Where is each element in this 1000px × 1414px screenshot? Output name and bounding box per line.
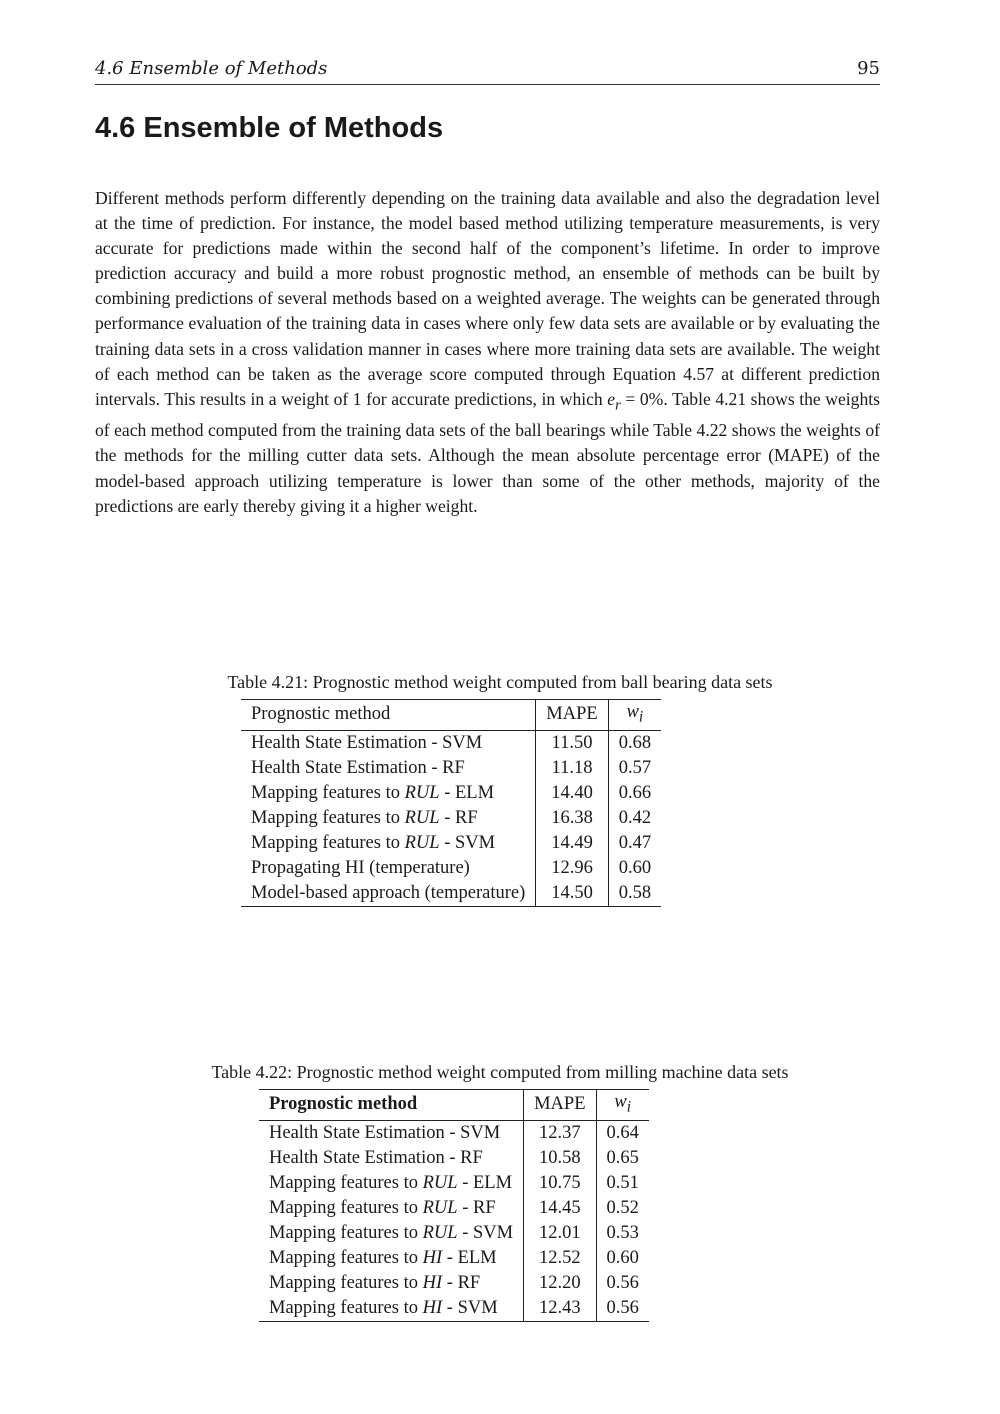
- cell-mape: 11.18: [536, 756, 608, 781]
- cell-weight: 0.60: [618, 857, 652, 878]
- cell-mape: 16.38: [536, 806, 608, 831]
- cell-method: [241, 756, 536, 781]
- method-pre: Mapping features to: [269, 1272, 423, 1293]
- cell-weight: 0.56: [596, 1296, 649, 1322]
- method-var: RUL: [404, 807, 440, 828]
- method-pre: Mapping features to: [251, 807, 405, 828]
- cell-weight: 0.52: [606, 1197, 639, 1218]
- running-header: [95, 58, 880, 85]
- cell-method: [241, 806, 536, 831]
- table-row: [241, 781, 661, 806]
- method-pre: Mapping features to: [269, 1297, 423, 1318]
- cell-mape: 12.37: [524, 1120, 596, 1146]
- cell-weight: 0.47: [618, 832, 652, 853]
- cell-method: [259, 1171, 524, 1196]
- math-expression: = 0%: [620, 388, 664, 409]
- method-pre: Mapping features to: [269, 1197, 423, 1218]
- table-4-22-caption: Table 4.22: Prognostic method weight computed from milling machine data sets: [211, 1062, 789, 1082]
- method-pre: Health State Estimation - SVM: [251, 732, 483, 753]
- method-var: HI: [422, 1297, 443, 1318]
- method-var: RUL: [422, 1222, 458, 1243]
- method-post: - ELM: [439, 782, 495, 803]
- section-title: 4.6 Ensemble of Methods: [95, 112, 444, 144]
- table-row: [241, 756, 661, 781]
- cell-method: [241, 856, 536, 881]
- table-row: [259, 1171, 649, 1196]
- cell-method: [259, 1296, 524, 1322]
- cell-method: [241, 730, 536, 756]
- table-row: [259, 1296, 649, 1322]
- method-var: RUL: [404, 782, 440, 803]
- method-pre: Mapping features to: [269, 1172, 423, 1193]
- cell-method: [241, 831, 536, 856]
- cell-method: [259, 1246, 524, 1271]
- method-var: RUL: [404, 832, 440, 853]
- cell-weight: 0.56: [606, 1272, 639, 1293]
- cell-method: [259, 1196, 524, 1221]
- table-row: [259, 1120, 649, 1146]
- method-pre: Model-based approach (temperature): [251, 882, 526, 903]
- cell-weight: 0.58: [608, 881, 661, 907]
- method-post: - SVM: [457, 1222, 514, 1243]
- cell-weight: 0.65: [606, 1147, 639, 1168]
- cell-method: [259, 1120, 524, 1146]
- method-var: HI: [422, 1247, 443, 1268]
- cell-weight: 0.60: [606, 1247, 639, 1268]
- table-row: [259, 1146, 649, 1171]
- table-4-21: [241, 699, 661, 907]
- method-post: - SVM: [442, 1297, 498, 1318]
- cell-weight: 0.66: [618, 782, 652, 803]
- method-var: RUL: [422, 1197, 458, 1218]
- method-post: - ELM: [457, 1172, 513, 1193]
- body-paragraph: [95, 186, 880, 519]
- header-weight-subscript: i: [626, 1098, 631, 1116]
- header-weight-symbol: w: [614, 1092, 627, 1112]
- header-mape: MAPE: [524, 1090, 596, 1121]
- cell-weight: 0.64: [606, 1122, 639, 1143]
- table-row: [241, 806, 661, 831]
- cell-mape: 14.50: [536, 881, 608, 907]
- cell-mape: 10.75: [524, 1171, 596, 1196]
- header-weight-subscript: i: [638, 708, 644, 726]
- table-header-row: [259, 1090, 649, 1121]
- table-row: [259, 1246, 649, 1271]
- method-pre: Mapping features to: [251, 832, 405, 853]
- header-weight-symbol: w: [626, 702, 639, 722]
- cell-mape: 10.58: [524, 1146, 596, 1171]
- header-mape: MAPE: [536, 700, 608, 731]
- cell-mape: 14.45: [524, 1196, 596, 1221]
- cell-method: [259, 1146, 524, 1171]
- method-post: - RF: [457, 1197, 496, 1218]
- method-pre: Health State Estimation - RF: [269, 1147, 483, 1168]
- cell-mape: 12.52: [524, 1246, 596, 1271]
- cell-weight: 0.68: [618, 732, 652, 753]
- table-row: [259, 1196, 649, 1221]
- cell-mape: 14.40: [536, 781, 608, 806]
- cell-mape: 12.96: [536, 856, 608, 881]
- cell-method: [241, 781, 536, 806]
- page-number: 95: [857, 58, 880, 79]
- paragraph-text-after: . Table 4.21 shows the weights of each method computed from the training data sets of the ball bearings while Table 4.22 shows the weights of the methods for the milling cutter data sets. Although the mean absolute percentage error (MAPE) of the model-based approach utilizing temperature is lower than some of the other methods, majority of the predictions are early thereby giving it a higher weight.: [95, 388, 881, 516]
- table-row: [241, 831, 661, 856]
- cell-weight: 0.53: [606, 1222, 639, 1243]
- header-weight: [596, 1090, 649, 1121]
- table-row: [241, 730, 661, 756]
- paragraph-text-before: Different methods perform differently depending on the training data available and also the degradation level at the time of prediction. For instance, the model based method utilizing temperature measurements, is very accurate for predictions made within the second half of the component’s lifetime. In order to improve prediction accuracy and build a more robust prognostic method, an ensemble of methods can be built by combining predictions of several methods based on a weighted average. The weights can be generated through performance evaluation of the training data in cases where only few data sets are available or by evaluating the training data sets in a cross validation manner in cases where more training data sets are available. The weight of each method can be taken as the average score computed through Equation 4.57 at different prediction intervals. This results in a weight of 1 for accurate predictions, in which: [95, 188, 880, 409]
- method-post: - SVM: [439, 832, 496, 853]
- cell-mape: 12.43: [524, 1296, 596, 1322]
- method-pre: Mapping features to: [251, 782, 405, 803]
- table-header-row: [241, 700, 661, 731]
- table-4-22: [259, 1089, 649, 1322]
- method-var: RUL: [422, 1172, 458, 1193]
- cell-mape: 11.50: [536, 730, 608, 756]
- cell-mape: 12.20: [524, 1271, 596, 1296]
- method-post: - RF: [439, 807, 478, 828]
- table-row: [259, 1221, 649, 1246]
- method-var: HI: [422, 1272, 443, 1293]
- cell-mape: 12.01: [524, 1221, 596, 1246]
- math-variable: e: [607, 388, 616, 409]
- table-row: [241, 856, 661, 881]
- method-pre: Propagating HI (temperature): [251, 857, 470, 878]
- method-pre: Health State Estimation - RF: [251, 757, 465, 778]
- cell-weight: 0.51: [606, 1172, 639, 1193]
- header-method: Prognostic method: [259, 1090, 524, 1121]
- cell-method: [259, 1271, 524, 1296]
- cell-method: [259, 1221, 524, 1246]
- table-row: [259, 1271, 649, 1296]
- cell-weight: 0.42: [618, 807, 652, 828]
- table-4-21-caption: Table 4.21: Prognostic method weight computed from ball bearing data sets: [227, 672, 773, 692]
- cell-method: [241, 881, 536, 907]
- cell-mape: 14.49: [536, 831, 608, 856]
- table-row: [241, 881, 661, 907]
- running-title: 4.6 Ensemble of Methods: [95, 58, 328, 79]
- header-weight: [608, 700, 661, 731]
- header-method: Prognostic method: [241, 700, 536, 731]
- method-pre: Mapping features to: [269, 1222, 423, 1243]
- method-pre: Health State Estimation - SVM: [269, 1122, 501, 1143]
- method-pre: Mapping features to: [269, 1247, 423, 1268]
- method-post: - ELM: [442, 1247, 497, 1268]
- method-post: - RF: [442, 1272, 481, 1293]
- math-subscript: r: [615, 397, 621, 414]
- cell-weight: 0.57: [618, 757, 652, 778]
